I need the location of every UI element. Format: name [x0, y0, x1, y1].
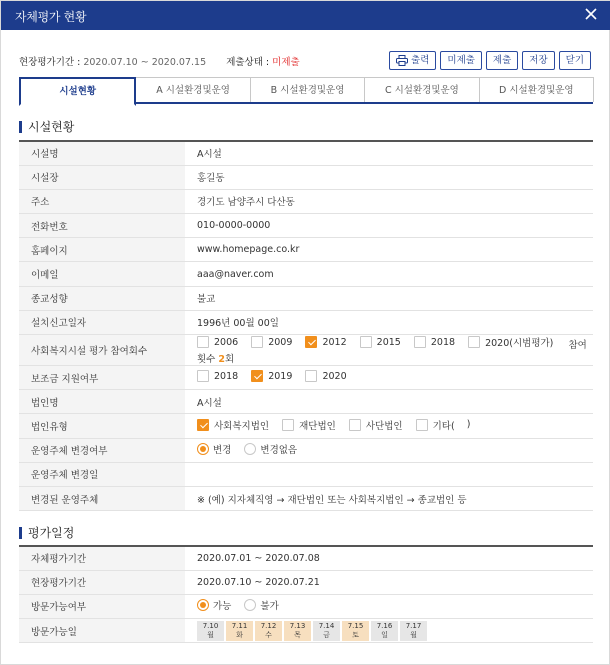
print-label: 출력 [411, 55, 430, 66]
printer-icon [396, 55, 408, 66]
row-label: 홈페이지 [19, 238, 185, 262]
close-button[interactable]: 닫기 [559, 51, 591, 70]
table-row [19, 366, 593, 390]
row-label: 방문가능일 [19, 619, 185, 643]
phone-value: 010-0000-0000 [185, 214, 593, 238]
install-date-value: 1996년 00월 00일 [185, 310, 593, 334]
tab-b-environment[interactable]: B 시설환경및운영 [250, 77, 365, 102]
checkbox-foundation-corp[interactable] [282, 418, 336, 432]
table-row [19, 570, 593, 594]
day-chip[interactable]: 7.15 토 [342, 621, 369, 641]
day-chip[interactable]: 7.12 수 [255, 621, 282, 641]
checkbox-2020-pilot[interactable] [468, 335, 553, 349]
email-value: aaa@naver.com [185, 262, 593, 286]
checkbox-label: 2012 [322, 336, 347, 348]
status-row [19, 54, 300, 68]
action-buttons [389, 51, 591, 70]
radio-selected-icon [197, 443, 209, 455]
op-change-date-value [185, 462, 593, 486]
checkbox-label: 사단법인 [365, 420, 403, 432]
checkbox-icon [360, 336, 372, 348]
visit-available-cell [185, 594, 593, 618]
checkbox-label: 2020 [322, 370, 347, 382]
checkbox-icon [414, 336, 426, 348]
checkbox-2015[interactable] [360, 336, 401, 348]
section-marker [19, 527, 22, 539]
checkbox-subsidy-2020[interactable] [305, 370, 346, 382]
day-chip[interactable]: 7.17 월 [400, 621, 427, 641]
corp-type-cell [185, 414, 593, 438]
checkbox-2018[interactable] [414, 336, 455, 348]
row-label: 방문가능여부 [19, 594, 185, 618]
unsubmit-button[interactable]: 미제출 [440, 51, 482, 70]
checkbox-label: 재단법인 [299, 420, 336, 432]
row-label: 설치신고일자 [19, 310, 185, 334]
submit-status-value: 미제출 [272, 57, 300, 68]
section-title-schedule [19, 524, 74, 541]
row-label: 시설장 [19, 165, 185, 189]
row-label: 사회복지시설 평가 참여회수 [19, 335, 185, 366]
tab-d-environment[interactable]: D 시설환경및운영 [479, 77, 594, 102]
save-button[interactable]: 저장 [522, 51, 554, 70]
radio-unavailable[interactable] [244, 598, 278, 612]
table-row [19, 286, 593, 310]
checkbox-other[interactable] [416, 418, 471, 432]
close-icon[interactable] [583, 6, 599, 22]
checkbox-label: 2019 [268, 370, 293, 382]
eval-participation-cell [185, 335, 593, 366]
table-row [19, 438, 593, 462]
checkbox-icon [251, 336, 263, 348]
day-chip[interactable]: 7.14 금 [313, 621, 340, 641]
table-row [19, 310, 593, 334]
row-label: 법인유형 [19, 414, 185, 438]
row-label: 주소 [19, 189, 185, 213]
table-row [19, 594, 593, 618]
checkbox-subsidy-2018[interactable] [197, 370, 238, 382]
checkbox-icon [349, 419, 361, 431]
tab-c-environment[interactable]: C 시설환경및운영 [364, 77, 479, 102]
table-row [19, 262, 593, 286]
facility-table [19, 140, 593, 511]
address-value: 경기도 남양주시 다산동 [185, 189, 593, 213]
submit-button[interactable]: 제출 [486, 51, 518, 70]
visit-days-cell [185, 619, 593, 643]
homepage-value: www.homepage.co.kr [185, 238, 593, 262]
radio-icon [244, 599, 256, 611]
section-title-text: 평가일정 [28, 526, 75, 540]
op-change-cell [185, 438, 593, 462]
table-row [19, 189, 593, 213]
checkbox-label: 2009 [268, 336, 293, 348]
print-button[interactable] [389, 51, 436, 70]
checkbox-checked-icon [197, 419, 209, 431]
day-chip[interactable]: 7.11 화 [226, 621, 253, 641]
site-eval-period-value: 2020.07.10 ~ 2020.07.21 [185, 570, 593, 594]
checkbox-label: 2015 [376, 336, 401, 348]
checkbox-icon [416, 419, 428, 431]
day-chip[interactable]: 7.10 월 [197, 621, 224, 641]
row-label: 법인명 [19, 390, 185, 414]
tab-a-environment[interactable]: A 시설환경및운영 [135, 77, 250, 102]
checkbox-2012[interactable] [305, 336, 346, 348]
self-eval-period-value: 2020.07.01 ~ 2020.07.08 [185, 546, 593, 570]
checkbox-association-corp[interactable] [349, 418, 403, 432]
modal-title: 자체평가 현황 [15, 10, 87, 24]
row-label: 현장평가기간 [19, 570, 185, 594]
row-label: 운영주체 변경여부 [19, 438, 185, 462]
table-row [19, 546, 593, 570]
row-label: 전화번호 [19, 214, 185, 238]
checkbox-label: 2006 [214, 336, 239, 348]
radio-icon [244, 443, 256, 455]
checkbox-icon [197, 370, 209, 382]
radio-label: 변경없음 [260, 445, 298, 457]
checkbox-social-welfare-corp[interactable] [197, 418, 269, 432]
checkbox-icon [197, 336, 209, 348]
changed-operator-value: ※ (예) 지자체직영 → 재단법인 또는 사회복지법인 → 종교법인 등 [185, 486, 593, 510]
row-label: 운영주체 변경일 [19, 462, 185, 486]
table-row [19, 486, 593, 510]
radio-no-change[interactable] [244, 442, 297, 456]
table-row [19, 165, 593, 189]
modal-titlebar [1, 1, 610, 30]
corp-name-value: A시설 [185, 390, 593, 414]
checkbox-label: 기타( [432, 420, 455, 432]
table-row [19, 619, 593, 643]
table-row [19, 390, 593, 414]
checkbox-icon [468, 336, 480, 348]
section-marker [19, 121, 22, 133]
checkbox-subsidy-2019[interactable] [251, 370, 292, 382]
table-row [19, 335, 593, 366]
checkbox-label: 2018 [430, 336, 456, 348]
visit-day-list [197, 621, 593, 641]
day-chip[interactable]: 7.13 목 [284, 621, 311, 641]
row-label: 자체평가기간 [19, 546, 185, 570]
section-title-text: 시설현황 [28, 120, 75, 134]
schedule-table [19, 545, 593, 643]
radio-label: 불가 [260, 601, 279, 613]
radio-label: 가능 [213, 601, 232, 613]
checkbox-2006[interactable] [197, 336, 238, 348]
facility-head-value: 홍길동 [185, 165, 593, 189]
table-row [19, 141, 593, 165]
table-row [19, 414, 593, 438]
checkbox-icon [282, 419, 294, 431]
checkbox-icon [305, 370, 317, 382]
row-label: 종교성향 [19, 286, 185, 310]
submit-status-label: 제출상태 : [226, 57, 270, 68]
facility-name-value: A시설 [185, 141, 593, 165]
tab-bar [19, 77, 593, 104]
checkbox-label: 사회복지법인 [214, 420, 270, 432]
religion-value: 불교 [185, 286, 593, 310]
table-row [19, 214, 593, 238]
table-row [19, 462, 593, 486]
checkbox-checked-icon [251, 370, 263, 382]
row-label: 변경된 운영주체 [19, 486, 185, 510]
checkbox-checked-icon [305, 336, 317, 348]
checkbox-label: 2018 [214, 370, 239, 382]
section-title-facility [19, 118, 74, 135]
subsidy-cell [185, 366, 593, 390]
tab-facility-status[interactable]: 시설현황 [19, 77, 136, 106]
period-label: 현장평가기간 : [19, 57, 81, 68]
radio-label: 변경 [213, 445, 232, 457]
checkbox-2009[interactable] [251, 336, 292, 348]
row-label: 이메일 [19, 262, 185, 286]
day-chip[interactable]: 7.16 일 [371, 621, 398, 641]
checkbox-label: ) [466, 419, 471, 431]
row-label: 시설명 [19, 141, 185, 165]
period-value: 2020.07.10 ~ 2020.07.15 [83, 57, 207, 68]
radio-selected-icon [197, 599, 209, 611]
radio-available[interactable] [197, 598, 231, 612]
participation-count: 참여횟수 2회 [197, 340, 587, 365]
row-label: 보조금 지원여부 [19, 366, 185, 390]
table-row [19, 238, 593, 262]
checkbox-label: 2020(시범평가) [485, 338, 554, 349]
radio-changed[interactable] [197, 442, 231, 456]
